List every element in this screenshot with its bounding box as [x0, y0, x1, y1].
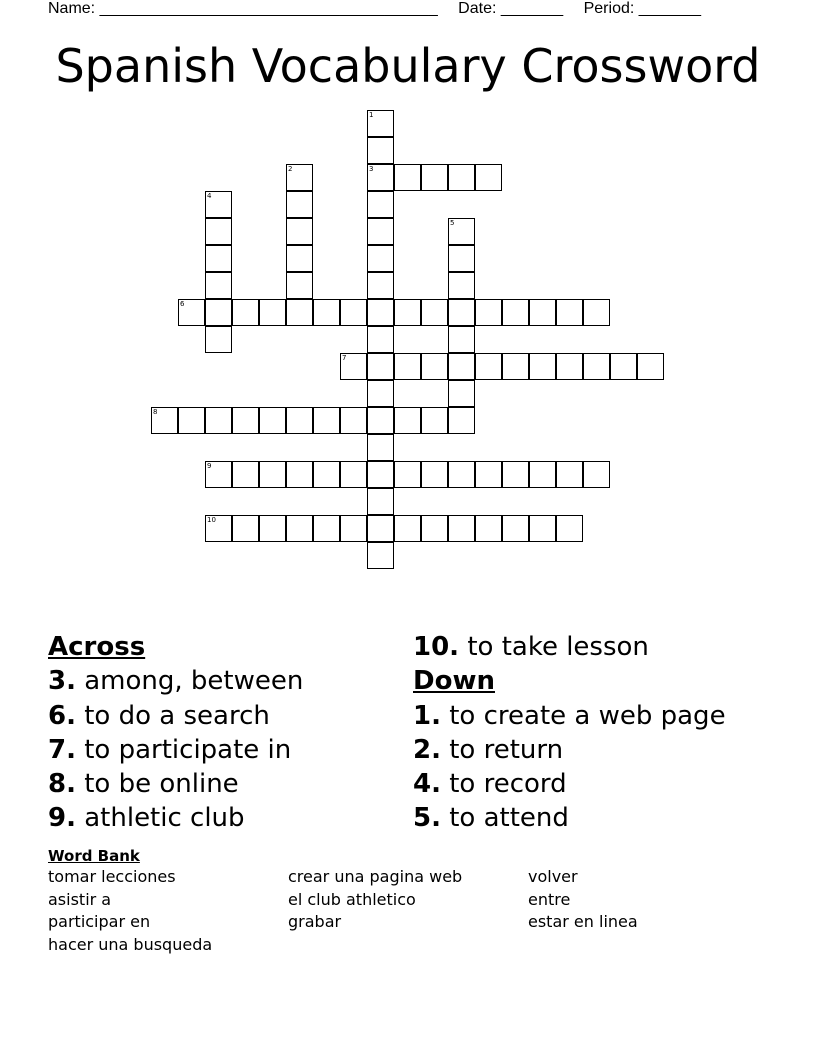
crossword-cell[interactable]	[367, 353, 394, 380]
crossword-cell[interactable]	[205, 326, 232, 353]
crossword-cell[interactable]	[394, 164, 421, 191]
crossword-cell[interactable]	[259, 515, 286, 542]
crossword-cell[interactable]	[313, 515, 340, 542]
down-heading: Down	[413, 666, 495, 697]
across-clue-7	[48, 733, 303, 767]
crossword-cell[interactable]	[475, 515, 502, 542]
cell-number: 10	[207, 516, 216, 524]
crossword-cell[interactable]	[367, 245, 394, 272]
crossword-cell[interactable]	[205, 461, 232, 488]
clue-number: 7.	[48, 734, 76, 765]
clue-number: 3.	[48, 666, 76, 697]
crossword-cell[interactable]	[529, 515, 556, 542]
crossword-cell[interactable]	[367, 191, 394, 218]
crossword-cell[interactable]	[286, 164, 313, 191]
clue-text: to record	[449, 769, 567, 800]
crossword-cell[interactable]	[313, 407, 340, 434]
crossword-cell[interactable]	[502, 461, 529, 488]
crossword-cell[interactable]	[556, 353, 583, 380]
down-clue-4	[413, 767, 726, 801]
crossword-cell[interactable]	[475, 353, 502, 380]
crossword-cell[interactable]	[367, 164, 394, 191]
crossword-cell[interactable]	[394, 461, 421, 488]
crossword-cell[interactable]	[286, 299, 313, 326]
cell-number: 9	[207, 462, 212, 470]
crossword-cell[interactable]	[367, 299, 394, 326]
crossword-cell[interactable]	[205, 407, 232, 434]
crossword-cell[interactable]	[367, 515, 394, 542]
crossword-cell[interactable]	[475, 164, 502, 191]
crossword-cell[interactable]	[583, 461, 610, 488]
crossword-cell[interactable]	[448, 353, 475, 380]
crossword-cell[interactable]	[556, 515, 583, 542]
crossword-cell[interactable]	[286, 191, 313, 218]
clue-number: 10.	[413, 632, 460, 662]
crossword-cell[interactable]	[394, 299, 421, 326]
clue-text: to be online	[84, 769, 239, 800]
crossword-cell[interactable]	[259, 407, 286, 434]
down-clue-1	[413, 699, 726, 733]
crossword-cell[interactable]	[340, 407, 367, 434]
crossword-cell[interactable]	[286, 515, 313, 542]
across-clue-9	[48, 801, 303, 835]
cell-number: 7	[342, 354, 347, 362]
word-bank-item: tomar lecciones	[48, 867, 176, 886]
crossword-cell[interactable]	[556, 299, 583, 326]
word-bank-title: Word Bank	[48, 847, 140, 865]
clue-number: 1.	[413, 700, 441, 731]
crossword-cell[interactable]	[448, 515, 475, 542]
crossword-cell[interactable]	[205, 218, 232, 245]
crossword-cell[interactable]	[637, 353, 664, 380]
clue-text: to take lesson	[467, 632, 649, 662]
cell-number: 5	[450, 219, 455, 227]
crossword-cell[interactable]	[367, 542, 394, 569]
crossword-cell[interactable]	[529, 461, 556, 488]
crossword-cell[interactable]	[556, 461, 583, 488]
crossword-cell[interactable]	[475, 299, 502, 326]
clue-number: 5.	[413, 803, 441, 834]
clue-number: 2.	[413, 734, 441, 765]
crossword-cell[interactable]	[421, 461, 448, 488]
crossword-cell[interactable]	[205, 245, 232, 272]
crossword-cell[interactable]	[448, 380, 475, 407]
crossword-cell[interactable]	[502, 515, 529, 542]
crossword-cell[interactable]	[367, 488, 394, 515]
page-title: Spanish Vocabulary Crossword	[55, 39, 761, 93]
clue-column-left	[48, 630, 303, 836]
crossword-cell[interactable]	[367, 326, 394, 353]
word-bank-item: estar en linea	[528, 912, 638, 931]
cell-number: 8	[153, 408, 158, 416]
crossword-cell[interactable]	[259, 461, 286, 488]
word-bank-item: crear una pagina web	[288, 867, 463, 886]
crossword-cell[interactable]	[448, 299, 475, 326]
crossword-cell[interactable]	[421, 407, 448, 434]
crossword-cell[interactable]	[340, 353, 367, 380]
crossword-cell[interactable]	[448, 407, 475, 434]
word-bank	[48, 846, 768, 966]
crossword-cell[interactable]	[178, 299, 205, 326]
crossword-cell[interactable]	[610, 353, 637, 380]
crossword-cell[interactable]	[340, 299, 367, 326]
crossword-cell[interactable]	[367, 434, 394, 461]
word-bank-item: volver	[528, 867, 578, 886]
clue-text: to participate in	[84, 734, 292, 765]
cell-number: 6	[180, 300, 185, 308]
crossword-cell[interactable]	[394, 515, 421, 542]
across-clue-3	[48, 664, 303, 698]
word-bank-item: el club athletico	[288, 889, 416, 909]
crossword-cell[interactable]	[421, 164, 448, 191]
name-field-label[interactable]: Name: ______________________________________	[48, 0, 438, 17]
crossword-cell[interactable]	[286, 272, 313, 299]
clue-text: to attend	[449, 803, 569, 834]
crossword-cell[interactable]	[286, 461, 313, 488]
cell-number: 4	[207, 192, 212, 200]
crossword-cell[interactable]	[583, 299, 610, 326]
crossword-cell[interactable]	[340, 461, 367, 488]
clue-number: 8.	[48, 769, 76, 800]
across-clue-8	[48, 767, 303, 801]
clue-text: to return	[449, 734, 564, 765]
date-field-label[interactable]: Date: _______	[458, 0, 564, 17]
across-clue-10	[413, 630, 726, 664]
crossword-cell[interactable]	[367, 218, 394, 245]
crossword-cell[interactable]	[232, 407, 259, 434]
crossword-cell[interactable]	[286, 245, 313, 272]
crossword-cell[interactable]	[259, 299, 286, 326]
down-clue-2	[413, 733, 726, 767]
crossword-cell[interactable]	[448, 326, 475, 353]
crossword-cell[interactable]	[367, 407, 394, 434]
crossword-cell[interactable]	[367, 461, 394, 488]
word-bank-item: asistir a	[48, 889, 112, 909]
across-heading: Across	[48, 632, 146, 662]
crossword-cell[interactable]	[367, 110, 394, 137]
clue-text: among, between	[84, 666, 304, 697]
crossword-cell[interactable]	[205, 515, 232, 542]
across-clue-6	[48, 699, 303, 733]
clues-section	[48, 630, 768, 840]
crossword-cell[interactable]	[475, 461, 502, 488]
clue-text: athletic club	[84, 803, 245, 834]
crossword-cell[interactable]	[583, 353, 610, 380]
crossword-cell[interactable]	[367, 137, 394, 164]
clue-number: 6.	[48, 700, 76, 731]
crossword-cell[interactable]	[421, 353, 448, 380]
word-bank-item: entre	[528, 889, 571, 909]
clue-number: 4.	[413, 769, 441, 800]
crossword-cell[interactable]	[394, 407, 421, 434]
crossword-cell[interactable]	[313, 461, 340, 488]
crossword-cell[interactable]	[421, 299, 448, 326]
crossword-cell[interactable]	[205, 191, 232, 218]
crossword-cell[interactable]	[529, 353, 556, 380]
crossword-cell[interactable]	[448, 461, 475, 488]
crossword-cell[interactable]	[205, 299, 232, 326]
crossword-cell[interactable]	[448, 164, 475, 191]
word-bank-item: hacer una busqueda	[48, 934, 213, 954]
crossword-cell[interactable]	[286, 218, 313, 245]
clue-text: to do a search	[84, 700, 270, 731]
clue-text: to create a web page	[449, 700, 726, 731]
period-field-label[interactable]: Period: _______	[583, 0, 702, 17]
cell-number: 2	[288, 165, 293, 173]
down-clue-5	[413, 801, 726, 835]
crossword-cell[interactable]	[529, 299, 556, 326]
crossword-cell[interactable]	[232, 299, 259, 326]
crossword-cell[interactable]	[367, 272, 394, 299]
crossword-cell[interactable]	[340, 515, 367, 542]
crossword-cell[interactable]	[151, 407, 178, 434]
crossword-cell[interactable]	[448, 218, 475, 245]
crossword-cell[interactable]	[232, 515, 259, 542]
crossword-cell[interactable]	[178, 407, 205, 434]
clue-number: 9.	[48, 803, 76, 834]
crossword-cell[interactable]	[313, 299, 340, 326]
crossword-cell[interactable]	[448, 272, 475, 299]
word-bank-item: participar en	[48, 912, 151, 931]
crossword-cell[interactable]	[367, 380, 394, 407]
crossword-cell[interactable]	[394, 353, 421, 380]
crossword-cell[interactable]	[421, 515, 448, 542]
word-bank-item: grabar	[288, 912, 342, 931]
crossword-cell[interactable]	[502, 299, 529, 326]
word-bank-grid	[48, 866, 768, 966]
crossword-cell[interactable]	[448, 245, 475, 272]
cell-number: 1	[369, 111, 374, 119]
clue-column-right	[413, 630, 726, 836]
crossword-cell[interactable]	[502, 353, 529, 380]
crossword-cell[interactable]	[286, 407, 313, 434]
crossword-cell[interactable]	[232, 461, 259, 488]
cell-number: 3	[369, 165, 374, 173]
crossword-cell[interactable]	[205, 272, 232, 299]
